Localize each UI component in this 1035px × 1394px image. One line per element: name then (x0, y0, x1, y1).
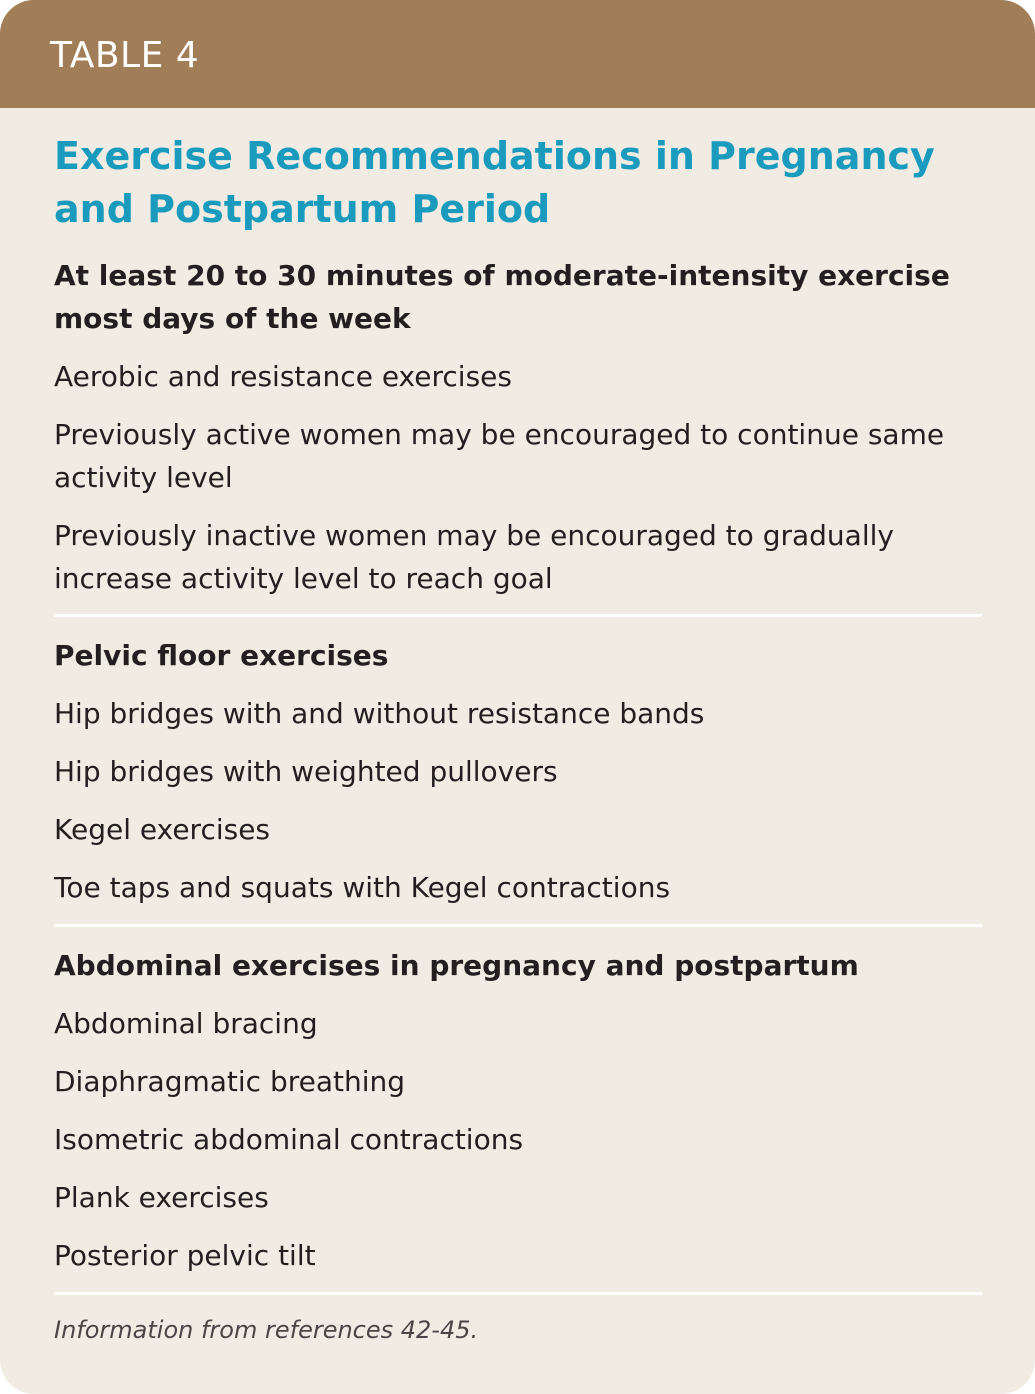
list-item: Toe taps and squats with Kegel contractions (54, 871, 671, 904)
section-moderate-exercise (54, 254, 982, 600)
footnote: Information from references 42-45. (54, 1316, 479, 1344)
table-title: Exercise Recommendations in Pregnancy and Postpartum Period (54, 134, 935, 231)
list-item: Previously inactive women may be encouraged to gradually increase activity level to reach goal (54, 519, 894, 595)
list-item: Previously active women may be encouraged to continue same activity level (54, 418, 945, 494)
list-item: Hip bridges with and without resistance bands (54, 697, 705, 730)
list-item: Plank exercises (54, 1181, 269, 1214)
list-item: Aerobic and resistance exercises (54, 360, 512, 393)
table-header-band (0, 0, 1035, 108)
table-label: TABLE 4 (50, 35, 200, 76)
section-heading: Pelvic floor exercises (54, 639, 389, 672)
section-divider (54, 614, 982, 617)
section-divider (54, 1292, 982, 1295)
section-abdominal (54, 944, 982, 1277)
section-heading: At least 20 to 30 minutes of moderate-intensity exercise most days of the week (54, 259, 950, 335)
list-item: Kegel exercises (54, 813, 271, 846)
section-pelvic-floor (54, 634, 982, 909)
section-divider (54, 924, 982, 927)
list-item: Diaphragmatic breathing (54, 1065, 406, 1098)
list-item: Abdominal bracing (54, 1007, 318, 1040)
section-heading: Abdominal exercises in pregnancy and postpartum (54, 949, 859, 982)
list-item: Posterior pelvic tilt (54, 1239, 316, 1272)
list-item: Isometric abdominal contractions (54, 1123, 524, 1156)
list-item: Hip bridges with weighted pullovers (54, 755, 558, 788)
